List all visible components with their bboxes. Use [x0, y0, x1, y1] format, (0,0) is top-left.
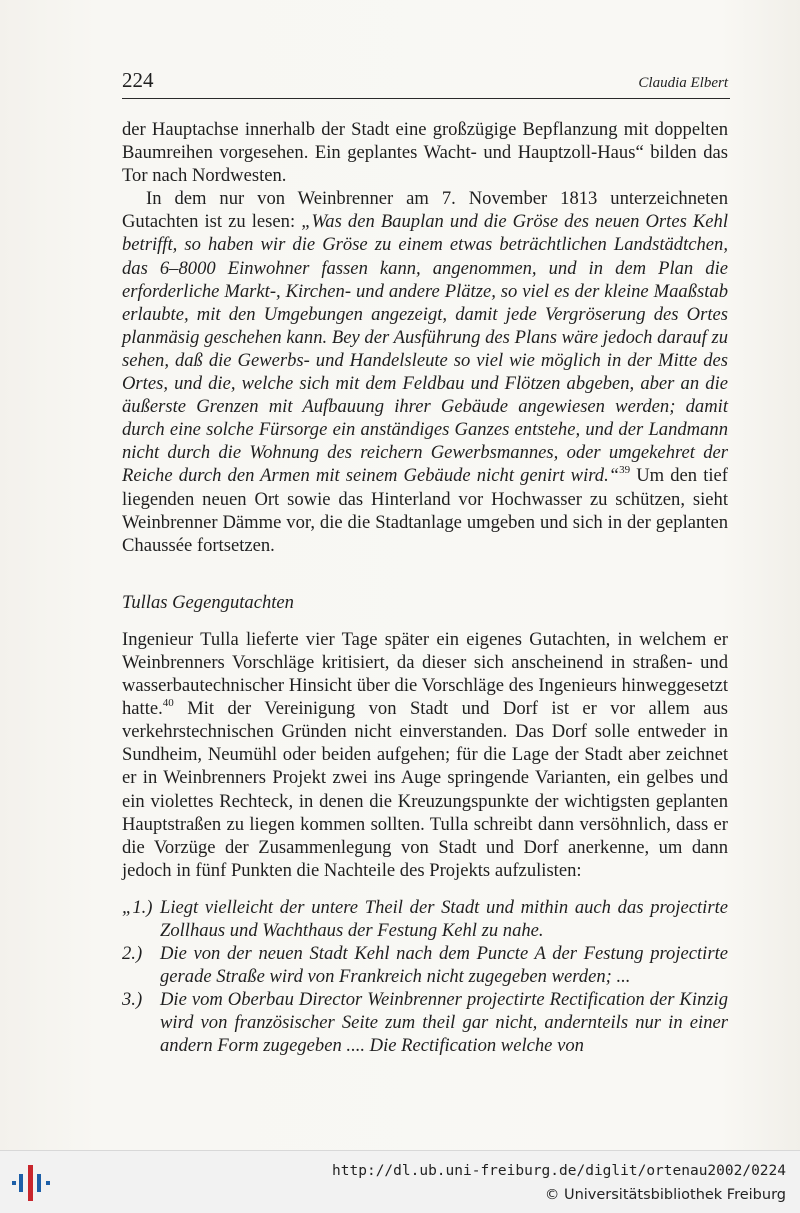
quotation-item [122, 942, 728, 988]
paragraph-1: der Hauptachse innerhalb der Stadt eine großzügige Bepflanzung mit doppelten Baumreihen vorgesehen. Ein geplantes Wacht- und Hauptzoll-Haus“ bilden das Tor nach Nordwesten. [122, 119, 728, 187]
section-heading: Tullas Gegengutachten [122, 591, 294, 613]
library-logo-icon[interactable] [10, 1161, 54, 1205]
copyright-notice: © Universitätsbibliothek Freiburg [544, 1187, 786, 1203]
main-text [122, 118, 728, 1058]
item-text: Die vom Oberbau Director Weinbrenner projectirte Rectification der Kinzig wird von französischer Seite zum theil gar nicht, andernteils nur in einer andern Form zugegeben .... Die Rectification welche von [160, 989, 728, 1057]
footnote-ref-39[interactable]: 39 [619, 464, 631, 477]
running-head-author: Claudia Elbert [638, 75, 728, 91]
paragraph-2-lead: In dem nur von Weinbrenner am 7. November 1813 unterzeichneten Gutachten ist zu lesen: [122, 188, 728, 233]
paragraph-2-tail: Um den tief liegenden neuen Ort sowie das Hinterland vor Hochwasser zu schützen, sieht Weinbrenner Dämme vor, die die Stadtanlage umgeben und sich in der geplanten Chaussée fortsetzen. [122, 465, 728, 556]
page-number: 224 [122, 68, 154, 92]
paragraph-3 [122, 628, 728, 882]
item-number: 3.) [122, 989, 143, 1011]
viewer-footer [0, 1150, 800, 1213]
paragraph-3-part-a: Ingenieur Tulla lieferte vier Tage später ein eigenes Gutachten, in welchem er Weinbrenners Vorschläge kritisiert, da dieser sich anscheinend in straßen- und wasserbautechnischer Hinsicht über die Vorschläge des Ingenieurs hinweggesetzt hatte. [122, 628, 728, 720]
source-url-link[interactable]: http://dl.ub.uni-freiburg.de/diglit/ortenau2002/0224 [332, 1163, 786, 1179]
paragraph-2 [122, 187, 728, 557]
quotation-weinbrenner: „Was den Bauplan und die Gröse des neuen Ortes Kehl betrifft, so haben wir die Gröse zu einem etwas beträchtlichen Landstädtchen, das 6–8000 Einwohner fassen kann, angenommen, und in dem Plan die erforderliche Markt-, Kirchen- und andere Plätze, so viel es der kleine Maaßstab erlaubte, mit den Umgebungen angezeigt, damit jede Vergröserung des Ortes planmäsig geschehen kann. Bey der Ausführung des Plans wäre jedoch darauf zu sehen, daß die Gewerbs- und Handelsleute so viel wie möglich in der Mitte des Ortes, und die, welche sich mit dem Feldbau und Flötzen abgeben, aber an die äußerste Grenzen mit Aufbauung ihrer Gebäude angewiesen werden; damit durch eine solche Fürsorge ein anständiges Ganzes entstehe, und der Landmann nicht durch die Wohnung des reichern Gewerbsmannes, oder umgekehret der Reiche durch den Armen mit seinem Gebäude nicht genirt wird.“ [122, 211, 728, 487]
item-number: 2.) [122, 943, 143, 965]
item-text: Die von der neuen Stadt Kehl nach dem Puncte A der Festung projectirte gerade Straße wird von Frankreich nicht zugegeben werden; ... [160, 943, 728, 988]
item-number: „1.) [122, 896, 153, 918]
quotation-item [122, 988, 728, 1057]
quotation-item [122, 896, 728, 942]
running-header [122, 66, 730, 99]
footnote-ref-40[interactable]: 40 [162, 696, 174, 709]
quotation-list [122, 896, 728, 1058]
item-text: Liegt vielleicht der untere Theil der Stadt und mithin auch das projectirte Zollhaus und Wachthaus der Festung Kehl zu nahe. [160, 896, 728, 941]
paragraph-3-part-b: Mit der Vereinigung von Stadt und Dorf ist er vor allem aus verkehrstechnischen Gründen nicht einverstanden. Das Dorf solle entweder in Sundheim, Neumühl oder beiden aufgehen; für die Lage der Stadt aber zeichnet er in Weinbrenners Projekt zwei ins Auge springende Varianten, ein gelbes und ein violettes Rechteck, in denen die Kreuzungspunkte der wichtigsten geplanten Hauptstraßen zu liegen kommen sollten. Tulla schreibt dann versöhnlich, dass er die Vorzüge der Zusammenlegung von Stadt und Dorf anerkenne, um dann jedoch in fünf Punkten die Nachteile des Projekts aufzulisten: [122, 698, 728, 881]
